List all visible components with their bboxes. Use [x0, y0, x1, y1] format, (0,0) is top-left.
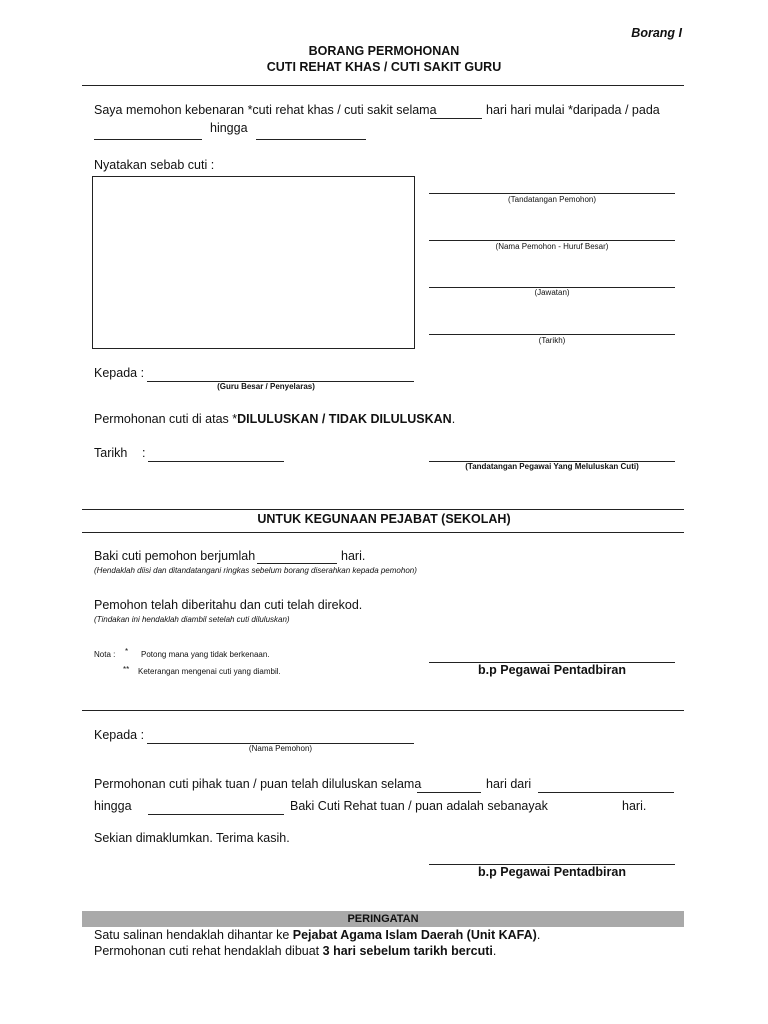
approval-options: DILULUSKAN / TIDAK DILULUSKAN — [237, 412, 452, 426]
office-heading: UNTUK KEGUNAAN PEJABAT (SEKOLAH) — [257, 512, 511, 526]
approval-prefix: Permohonan cuti di atas * — [94, 412, 238, 426]
applicant-signature-caption: (Tandatangan Pemohon) — [507, 195, 597, 204]
admin-signature-caption-1: b.p Pegawai Pentadbiran — [478, 663, 626, 677]
approver-signature-caption: (Tandatangan Pegawai Yang Meluluskan Cuti) — [465, 462, 639, 471]
reminder-line1-c: . — [536, 928, 541, 942]
date-label: Tarikh — [94, 446, 128, 460]
approved-from-field[interactable] — [538, 792, 674, 793]
nota2-mark: ** — [123, 665, 130, 674]
applicant-name-line[interactable] — [429, 240, 675, 241]
informed-note: (Tindakan ini hendaklah diambil setelah cuti diluluskan) — [94, 615, 290, 624]
admin-signature-caption-2: b.p Pegawai Pentadbiran — [478, 865, 626, 879]
end-date-field[interactable] — [256, 139, 366, 140]
applicant-date-line[interactable] — [429, 334, 675, 335]
balance-text-b: hari. — [341, 549, 366, 563]
start-date-field[interactable] — [94, 139, 202, 140]
reply-days-label: hari. — [622, 799, 647, 813]
reason-label: Nyatakan sebab cuti : — [94, 158, 215, 172]
reminder-line2 — [94, 944, 496, 958]
approval-suffix: . — [451, 412, 456, 426]
approved-until-field[interactable] — [148, 814, 284, 815]
until-label: hingga — [210, 121, 248, 135]
reply-to-caption: (Nama Pemohon) — [248, 744, 313, 753]
reminder-line2-a: Permohonan cuti rehat hendaklah dibuat — [94, 944, 323, 958]
reminder-line1 — [94, 928, 540, 942]
reply-until-label: hingga — [94, 799, 132, 813]
applicant-date-caption: (Tarikh) — [538, 336, 566, 345]
application-text-b: hari hari mulai *daripada / pada — [486, 103, 660, 117]
application-text-a: Saya memohon kebenaran *cuti rehat khas / cuti sakit selama — [94, 103, 437, 117]
reminder-line1-a: Satu salinan hendaklah dihantar ke — [94, 928, 293, 942]
approval-date-field[interactable] — [148, 461, 284, 462]
reason-textarea[interactable] — [92, 176, 415, 349]
applicant-position-caption: (Jawatan) — [534, 288, 570, 297]
approval-statement — [94, 412, 455, 426]
approved-days-field[interactable] — [417, 792, 481, 793]
header-divider — [82, 85, 684, 86]
to-label: Kepada : — [94, 366, 145, 380]
reminder-heading-bar — [82, 911, 684, 927]
closing-text: Sekian dimaklumkan. Terima kasih. — [94, 831, 290, 845]
nota-label: Nota : — [94, 650, 116, 659]
informed-text: Pemohon telah diberitahu dan cuti telah direkod. — [94, 598, 363, 612]
reply-divider — [82, 710, 684, 711]
reminder-line2-c: . — [492, 944, 497, 958]
reminder-line1-bold: Pejabat Agama Islam Daerah (Unit KAFA) — [292, 928, 537, 942]
nota1-text: Potong mana yang tidak berkenaan. — [141, 650, 270, 659]
balance-text-a: Baki cuti pemohon berjumlah — [94, 549, 256, 563]
form-code: Borang I — [631, 26, 682, 40]
form-title-line2: CUTI REHAT KHAS / CUTI SAKIT GURU — [266, 60, 502, 74]
date-colon: : — [142, 446, 146, 460]
headmaster-caption: (Guru Besar / Penyelaras) — [217, 382, 315, 391]
reply-approved-b: hari dari — [486, 777, 532, 791]
reminder-heading: PERINGATAN — [347, 913, 419, 925]
applicant-name-caption: (Nama Pemohon - Huruf Besar) — [495, 242, 609, 251]
balance-days-field[interactable] — [257, 563, 337, 564]
office-top-divider — [82, 509, 684, 510]
reply-to-label: Kepada : — [94, 728, 145, 742]
office-bottom-divider — [82, 532, 684, 533]
nota2-text: Keterangan mengenai cuti yang diambil. — [138, 667, 281, 676]
applicant-signature-line[interactable] — [429, 193, 675, 194]
nota1-mark: * — [125, 647, 129, 656]
reminder-line2-bold: 3 hari sebelum tarikh bercuti — [322, 944, 493, 958]
form-title-line1: BORANG PERMOHONAN — [308, 44, 460, 58]
reply-approved-a: Permohonan cuti pihak tuan / puan telah diluluskan selama — [94, 777, 422, 791]
balance-note: (Hendaklah diisi dan ditandatangani ringkas sebelum borang diserahkan kepada pemohon) — [94, 566, 417, 575]
days-count-field[interactable] — [430, 118, 482, 119]
reply-balance-text: Baki Cuti Rehat tuan / puan adalah sebanayak — [290, 799, 548, 813]
